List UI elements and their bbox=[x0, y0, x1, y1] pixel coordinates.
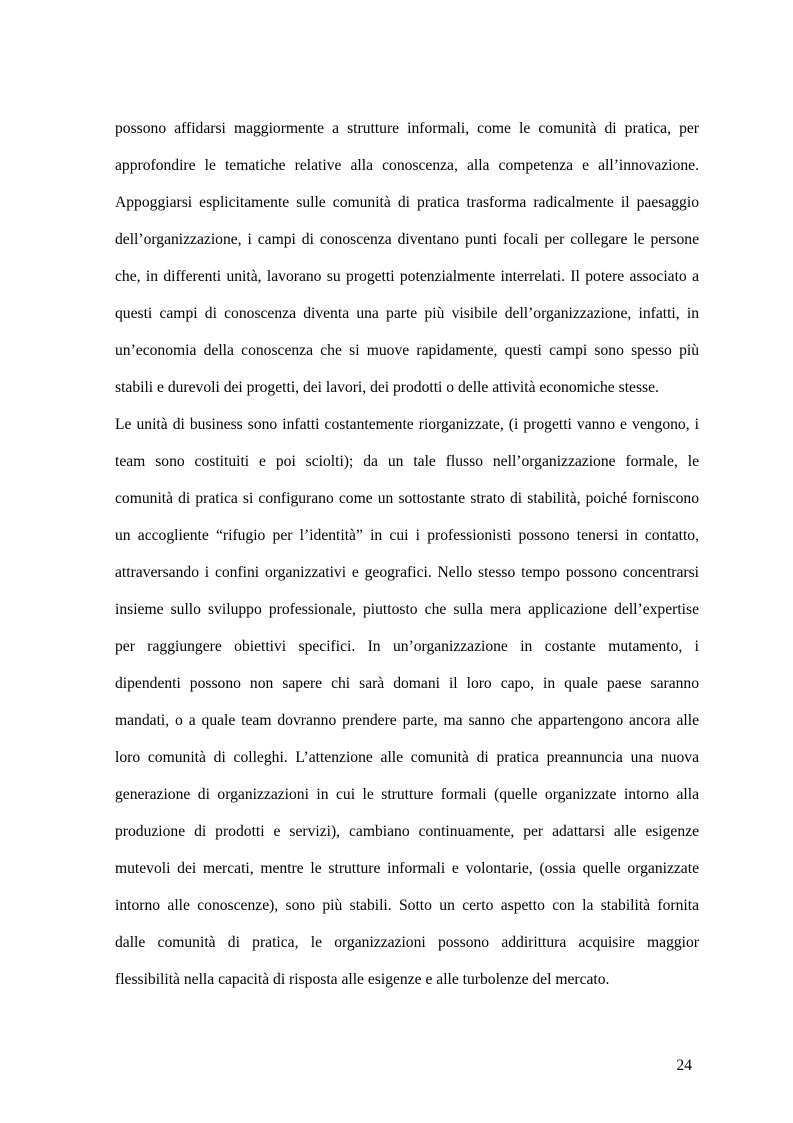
text-line: flessibilità nella capacità di risposta alle esigenze e alle turbolenze del mercato. bbox=[115, 971, 610, 988]
text-line: generazione di organizzazioni in cui le strutture formali (quelle organizzate intorno alla bbox=[115, 786, 699, 803]
text-line: Le unità di business sono infatti costantemente riorganizzate, (i progetti vanno e vengono, i bbox=[115, 416, 699, 433]
text-line: un accogliente “rifugio per l’identità” in cui i professionisti possono tenersi in contatto, bbox=[115, 527, 699, 544]
text-line: questi campi di conoscenza diventa una parte più visibile dell’organizzazione, infatti, in bbox=[115, 305, 699, 322]
text-line: approfondire le tematiche relative alla conoscenza, alla competenza e all’innovazione. bbox=[115, 157, 699, 174]
text-line: team sono costituiti e poi sciolti); da un tale flusso nell’organizzazione formale, le bbox=[115, 453, 699, 470]
page-number: 24 bbox=[676, 1057, 692, 1074]
text-line: dell’organizzazione, i campi di conoscenza diventano punti focali per collegare le persone bbox=[115, 231, 699, 248]
text-line: stabili e durevoli dei progetti, dei lavori, dei prodotti o delle attività economiche stesse. bbox=[115, 379, 659, 396]
body-text bbox=[115, 110, 699, 998]
text-line: loro comunità di colleghi. L’attenzione alle comunità di pratica preannuncia una nuova bbox=[115, 749, 699, 766]
text-line: dalle comunità di pratica, le organizzazioni possono addirittura acquisire maggior bbox=[115, 934, 699, 951]
text-line: intorno alle conoscenze), sono più stabili. Sotto un certo aspetto con la stabilità fornita bbox=[115, 897, 699, 914]
text-line: dipendenti possono non sapere chi sarà domani il loro capo, in quale paese saranno bbox=[115, 675, 699, 692]
text-line: per raggiungere obiettivi specifici. In un’organizzazione in costante mutamento, i bbox=[115, 638, 699, 655]
text-line: mandati, o a quale team dovranno prendere parte, ma sanno che appartengono ancora alle bbox=[115, 712, 699, 729]
text-line: comunità di pratica si configurano come un sottostante strato di stabilità, poiché forniscono bbox=[115, 490, 699, 507]
text-line: attraversando i confini organizzativi e geografici. Nello stesso tempo possono concentrarsi bbox=[115, 564, 699, 581]
text-line: possono affidarsi maggiormente a strutture informali, come le comunità di pratica, per bbox=[115, 120, 699, 137]
text-line: che, in differenti unità, lavorano su progetti potenzialmente interrelati. Il potere associato a bbox=[115, 268, 699, 285]
text-line: produzione di prodotti e servizi), cambiano continuamente, per adattarsi alle esigenze bbox=[115, 823, 699, 840]
text-line: mutevoli dei mercati, mentre le strutture informali e volontarie, (ossia quelle organizzate bbox=[115, 860, 699, 877]
text-line: Appoggiarsi esplicitamente sulle comunità di pratica trasforma radicalmente il paesaggio bbox=[115, 194, 699, 211]
text-line: un’economia della conoscenza che si muove rapidamente, questi campi sono spesso più bbox=[115, 342, 699, 359]
text-line: insieme sullo sviluppo professionale, piuttosto che sulla mera applicazione dell’expertise bbox=[115, 601, 699, 618]
